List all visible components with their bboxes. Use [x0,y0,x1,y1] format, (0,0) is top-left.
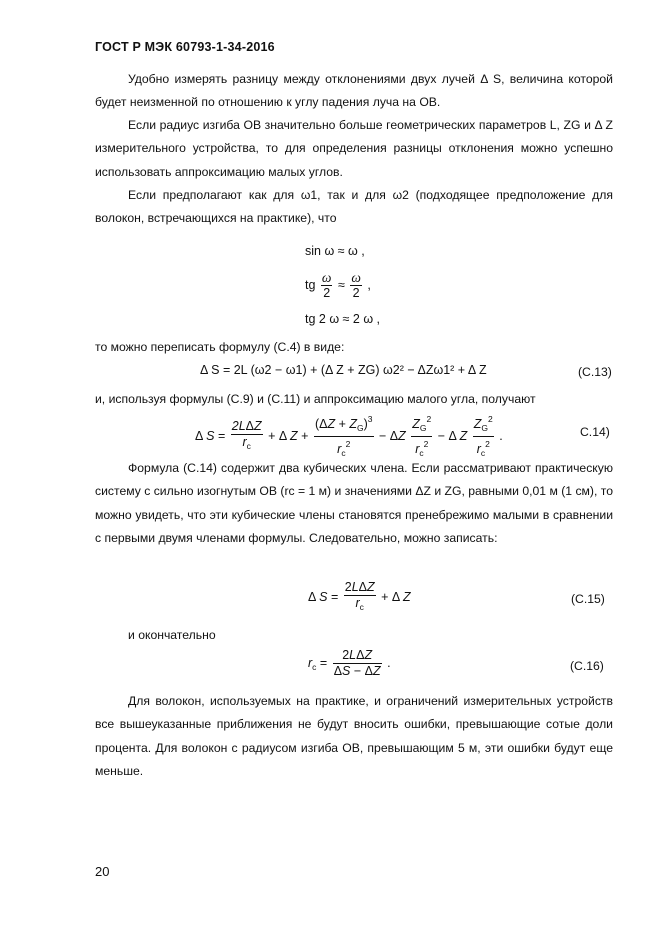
document-header: ГОСТ Р МЭК 60793-1-34-2016 [95,40,275,54]
equation-number-c13: (С.13) [578,365,612,379]
paragraph-1: Удобно измерять разницу между отклонениями двух лучей Δ S, величина которой будет неизменной по отношению к углу падения луча на ОВ. [95,72,613,110]
equation-c15: Δ S = 2LΔZ $r_c$ + Δ Z [308,580,411,612]
fraction-omega-half [321,270,333,301]
paragraph-7: и окончательно [128,628,216,642]
approx-sin: sin ω ≈ ω , [305,244,365,258]
paragraph-3: Если предполагают как для ω1, так и для ω2 (подходящее предположение для волокон, встречающихся на практике), что [95,188,613,226]
equation-c16: $r_c$ = 2LΔZ ΔS − ΔZ . [308,648,391,678]
paragraph-8: Для волокон, используемых на практике, и ограничений измерительных устройств все вышеуказанные приближения не будут вносить ошибки, превышающие сотые доли процента. Для волокон с радиусом изгиба ОВ, превышающим 5 м, эти ошибки будут еще меньше. [95,694,613,778]
equation-c13: Δ S = 2L (ω2 − ω1) + (Δ Z + ZG) ω2² − ΔZω1² + Δ Z [200,363,487,377]
paragraph-2: Если радиус изгиба ОВ значительно больше геометрических параметров L, ZG и Δ Z измерительного устройства, то для определения разницы отклонения можно успешно использовать аппроксимацию малых углов. [95,118,613,179]
tg-label: tg [305,277,316,292]
paragraph-6: Формула (С.14) содержит два кубических члена. Если рассматривают практическую систему с сильно изогнутым ОВ (rc = 1 м) и значениями ΔZ и ZG, равными 0,01 м (1 см), то можно увидеть, что эти кубические члены становятся пренебрежимо малыми в сравнении с первыми двумя членами формулы. Следовательно, можно записать: [95,461,613,545]
equation-c14: Δ S = 2LΔZ $r_c$ + Δ Z + $\frac{(\Delta Z + Z_G)^3}{r_c^2}$ − ΔZ $\frac{Z_G^2}{r_c^2}$ − Δ Z $\frac{Z_G^2}{r_c^2}$ . [195,414,503,458]
fraction-omega-half-2 [350,270,362,301]
fraction-numerator: ω [321,270,332,285]
equation-number-c16: (С.16) [570,659,604,673]
page-number: 20 [95,864,110,879]
fraction-denominator: 2 [352,286,360,300]
equation-number-c15: (С.15) [571,592,605,606]
equation-number-c14: С.14) [580,425,610,439]
approx-tg-double: tg 2 ω ≈ 2 ω , [305,312,381,326]
fraction-denominator: 2 [323,286,331,300]
approx-tg-half: tg $\frac{\omega}{2}$ ≈ $\frac{\omega}{2}$ , [305,270,371,300]
paragraph-5: и, используя формулы (С.9) и (С.11) и аппроксимацию малого угла, получают [95,392,536,406]
fraction-numerator: ω [351,270,361,285]
paragraph-4: то можно переписать формулу (С.4) в виде: [95,340,345,354]
